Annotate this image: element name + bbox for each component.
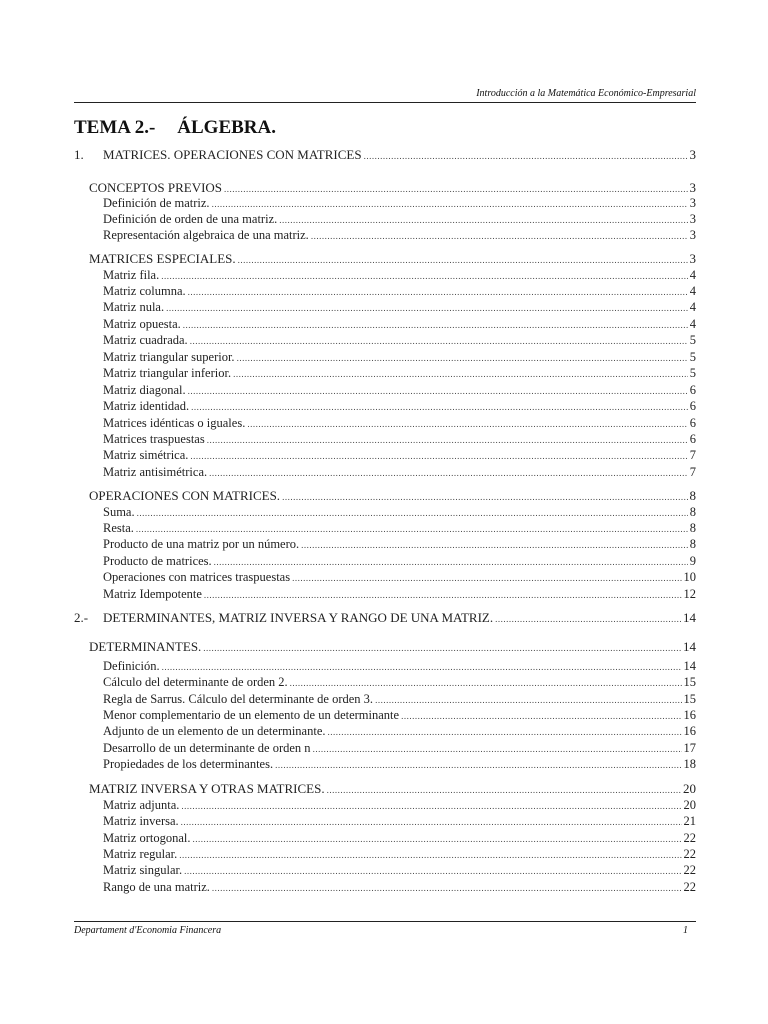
toc-entry[interactable]	[74, 675, 696, 690]
toc-entry[interactable]	[74, 724, 696, 739]
toc-entry-label	[103, 333, 188, 348]
toc-entry-page: 16	[683, 708, 696, 722]
toc-entry-text: Propiedades de los determinantes.	[103, 757, 274, 771]
toc-entry[interactable]	[74, 432, 696, 447]
toc-dot-leader	[162, 662, 682, 672]
toc-entry-label	[103, 300, 164, 315]
toc-entry-text: Matriz nula.	[103, 300, 165, 314]
toc-dot-leader	[203, 643, 681, 653]
toc-entry-text: Suma.	[103, 505, 135, 519]
toc-entry-page: 9	[689, 554, 696, 568]
toc-entry-text: Producto de una matriz por un número.	[103, 537, 300, 551]
toc-entry-text: Matriz inversa.	[103, 814, 179, 828]
toc-entry-text: Matriz antisimétrica.	[103, 465, 208, 479]
toc-entry[interactable]	[74, 251, 696, 267]
toc-entry-label	[89, 488, 280, 504]
toc-entry-page: 5	[689, 350, 696, 364]
toc-entry-label	[103, 863, 182, 878]
toc-dot-leader	[136, 524, 688, 534]
toc-entry-text: Cálculo del determinante de orden 2.	[103, 675, 288, 689]
toc-entry-page: 6	[689, 399, 696, 413]
toc-entry[interactable]	[74, 399, 696, 414]
toc-entry-label	[103, 432, 205, 447]
toc-entry-label	[103, 350, 235, 365]
toc-entry-page: 5	[689, 366, 696, 380]
toc-dot-leader	[190, 451, 687, 461]
toc-entry-label	[103, 448, 188, 463]
toc-entry[interactable]	[74, 741, 696, 756]
toc-dot-leader	[401, 711, 681, 721]
toc-entry-label	[74, 610, 493, 626]
toc-entry-page: 4	[689, 284, 696, 298]
toc-entry-number: 1.	[74, 147, 84, 162]
toc-dot-leader	[279, 215, 688, 225]
toc-entry[interactable]	[74, 863, 696, 878]
toc-entry-text: Regla de Sarrus. Cálculo del determinante de orden 3.	[103, 692, 374, 706]
toc-dot-leader	[328, 727, 682, 737]
toc-entry-label	[103, 659, 160, 674]
footer-department: Departament d'Economia Financera	[74, 925, 222, 936]
toc-entry[interactable]	[74, 610, 696, 626]
header-rule	[74, 102, 696, 103]
toc-entry-text: Matriz ortogonal.	[103, 831, 191, 845]
toc-dot-leader	[327, 785, 681, 795]
toc-entry-page: 3	[689, 147, 696, 162]
chapter-name: ÁLGEBRA.	[177, 117, 276, 138]
toc-dot-leader	[290, 678, 682, 688]
toc-entry-page: 8	[689, 505, 696, 519]
toc-entry-page: 7	[689, 465, 696, 479]
toc-entry-page: 3	[689, 196, 696, 210]
toc-entry-page: 10	[683, 570, 696, 584]
toc-entry-text: Matriz opuesta.	[103, 317, 181, 331]
toc-entry[interactable]	[74, 180, 696, 196]
toc-entry-number: 2.-	[74, 610, 89, 625]
toc-entry-label	[103, 814, 179, 829]
chapter-number: TEMA 2.-	[74, 117, 156, 138]
toc-entry-label	[103, 465, 207, 480]
toc-entry-page: 4	[689, 300, 696, 314]
toc-entry-label	[103, 708, 399, 723]
toc-entry-page: 6	[689, 416, 696, 430]
toc-entry-label	[103, 537, 299, 552]
toc-entry-label	[103, 554, 212, 569]
toc-entry[interactable]	[74, 317, 696, 332]
toc-entry-label	[103, 692, 373, 707]
toc-entry-page: 4	[689, 317, 696, 331]
toc-entry-text: Definición de matriz.	[103, 196, 210, 210]
toc-entry-label	[103, 228, 309, 243]
toc-entry-text: Matriz triangular inferior.	[103, 366, 232, 380]
toc-entry-label	[89, 180, 222, 196]
toc-entry-text: MATRICES. OPERACIONES CON MATRICES	[103, 147, 362, 162]
toc-entry-label	[103, 831, 190, 846]
toc-entry[interactable]	[74, 366, 696, 381]
toc-entry-label	[103, 212, 277, 227]
toc-dot-leader	[166, 303, 688, 313]
toc-entry[interactable]	[74, 781, 696, 797]
toc-entry-text: Matriz columna.	[103, 284, 186, 298]
toc-entry[interactable]	[74, 757, 696, 772]
toc-entry-text: Desarrollo de un determinante de orden n	[103, 741, 311, 755]
toc-entry-text: Matriz simétrica.	[103, 448, 189, 462]
toc-entry-page: 22	[683, 880, 696, 894]
toc-entry-label	[103, 798, 179, 813]
toc-dot-leader	[209, 468, 688, 478]
toc-entry[interactable]	[74, 488, 696, 504]
toc-entry-label	[103, 196, 210, 211]
toc-entry[interactable]	[74, 659, 696, 674]
toc-entry-page: 7	[689, 448, 696, 462]
toc-entry-text: MATRIZ INVERSA Y OTRAS MATRICES.	[89, 781, 325, 796]
toc-entry-label	[103, 675, 288, 690]
toc-entry-page: 22	[683, 847, 696, 861]
toc-entry[interactable]	[74, 570, 696, 585]
toc-entry-label	[103, 268, 159, 283]
toc-dot-leader	[364, 151, 688, 161]
footer-rule	[74, 921, 696, 922]
toc-entry-page: 8	[689, 537, 696, 551]
toc-entry-text: CONCEPTOS PREVIOS	[89, 180, 223, 195]
toc-entry-text: Producto de matrices.	[103, 554, 212, 568]
toc-entry[interactable]	[74, 383, 696, 398]
toc-entry-text: Definición.	[103, 659, 160, 673]
toc-entry[interactable]	[74, 814, 696, 829]
toc-entry-page: 6	[689, 432, 696, 446]
toc-entry-page: 15	[683, 692, 696, 706]
toc-entry-text: Matriz identidad.	[103, 399, 190, 413]
toc-entry-text: Matriz singular.	[103, 863, 183, 877]
toc-dot-leader	[204, 590, 682, 600]
toc-entry-page: 3	[689, 212, 696, 226]
toc-entry[interactable]	[74, 505, 696, 520]
toc-entry-label	[74, 147, 362, 163]
toc-entry-label	[103, 317, 181, 332]
toc-entry-page: 3	[689, 180, 696, 195]
toc-entry[interactable]	[74, 831, 696, 846]
toc-entry-text: Definición de orden de una matriz.	[103, 212, 278, 226]
toc-entry-page: 12	[683, 587, 696, 601]
toc-entry-page: 3	[689, 251, 696, 266]
toc-dot-leader	[313, 744, 682, 754]
toc-entry[interactable]	[74, 587, 696, 602]
toc-entry-text: OPERACIONES CON MATRICES.	[89, 488, 281, 503]
toc-entry-page: 22	[683, 831, 696, 845]
chapter-title	[74, 117, 276, 139]
toc-entry-page: 8	[689, 488, 696, 503]
toc-entry-page: 4	[689, 268, 696, 282]
toc-dot-leader	[191, 402, 688, 412]
toc-dot-leader	[301, 540, 688, 550]
toc-entry-page: 16	[683, 724, 696, 738]
toc-entry-page: 17	[683, 741, 696, 755]
toc-entry-page: 14	[683, 659, 696, 673]
toc-dot-leader	[375, 695, 681, 705]
toc-entry-page: 3	[689, 228, 696, 242]
toc-dot-leader	[188, 287, 688, 297]
toc-entry-text: Matriz triangular superior.	[103, 350, 235, 364]
toc-entry[interactable]	[74, 554, 696, 569]
toc-entry[interactable]	[74, 147, 696, 163]
toc-entry-text: Representación algebraica de una matriz.	[103, 228, 309, 242]
toc-entry-text: Rango de una matriz.	[103, 880, 210, 894]
toc-entry[interactable]	[74, 300, 696, 315]
toc-entry[interactable]	[74, 880, 696, 895]
toc-entry-label	[103, 587, 202, 602]
toc-entry-text: Matriz diagonal.	[103, 383, 186, 397]
toc-entry-page: 20	[683, 781, 696, 796]
toc-entry-text: Matrices idénticas o iguales.	[103, 416, 246, 430]
toc-dot-leader	[212, 883, 682, 893]
toc-entry-text: Resta.	[103, 521, 134, 535]
toc-entry-label	[103, 757, 273, 772]
toc-dot-leader	[179, 850, 681, 860]
toc-entry[interactable]	[74, 521, 696, 536]
toc-dot-leader	[214, 557, 688, 567]
toc-entry[interactable]	[74, 798, 696, 813]
toc-entry-label	[89, 781, 325, 797]
toc-dot-leader	[238, 255, 688, 265]
toc-dot-leader	[495, 614, 681, 624]
toc-dot-leader	[275, 760, 681, 770]
toc-entry-page: 8	[689, 521, 696, 535]
toc-entry-text: Matriz fila.	[103, 268, 160, 282]
toc-entry-page: 21	[683, 814, 696, 828]
toc-entry-page: 14	[683, 639, 696, 654]
toc-dot-leader	[233, 369, 688, 379]
toc-dot-leader	[161, 271, 688, 281]
toc-entry-text: Matriz cuadrada.	[103, 333, 188, 347]
toc-entry-label	[89, 251, 236, 267]
toc-entry-text: Menor complementario de un elemento de un determinante	[103, 708, 400, 722]
toc-entry-label	[103, 880, 210, 895]
toc-entry[interactable]	[74, 268, 696, 283]
toc-dot-leader	[207, 435, 688, 445]
toc-entry[interactable]	[74, 537, 696, 552]
toc-entry-label	[103, 383, 186, 398]
toc-dot-leader	[188, 386, 688, 396]
toc-entry[interactable]	[74, 196, 696, 211]
toc-entry[interactable]	[74, 708, 696, 723]
toc-entry-label	[103, 284, 186, 299]
toc-entry-page: 18	[683, 757, 696, 771]
toc-dot-leader	[292, 573, 681, 583]
toc-entry-label	[103, 399, 189, 414]
toc-entry-text: DETERMINANTES, MATRIZ INVERSA Y RANGO DE UNA MATRIZ.	[103, 610, 494, 625]
toc-dot-leader	[282, 492, 687, 502]
toc-dot-leader	[183, 320, 688, 330]
toc-entry-page: 14	[683, 610, 696, 625]
toc-dot-leader	[190, 336, 688, 346]
toc-dot-leader	[184, 866, 681, 876]
toc-entry[interactable]	[74, 228, 696, 243]
toc-dot-leader	[247, 419, 687, 429]
toc-dot-leader	[212, 199, 688, 209]
toc-entry[interactable]	[74, 333, 696, 348]
toc-entry-text: Operaciones con matrices traspuestas	[103, 570, 291, 584]
toc-dot-leader	[192, 834, 681, 844]
toc-dot-leader	[311, 231, 688, 241]
toc-entry-label	[103, 741, 311, 756]
toc-entry-text: DETERMINANTES.	[89, 639, 202, 654]
toc-dot-leader	[181, 817, 682, 827]
toc-entry-page: 6	[689, 383, 696, 397]
toc-entry-text: MATRICES ESPECIALES.	[89, 251, 236, 266]
toc-entry[interactable]	[74, 692, 696, 707]
toc-entry-text: Matrices traspuestas	[103, 432, 205, 446]
toc-entry[interactable]	[74, 448, 696, 463]
toc-entry-text: Matriz regular.	[103, 847, 178, 861]
toc-entry-page: 15	[683, 675, 696, 689]
toc-entry-label	[89, 639, 201, 655]
toc-entry-label	[103, 847, 177, 862]
toc-entry[interactable]	[74, 416, 696, 431]
toc-entry-page: 22	[683, 863, 696, 877]
toc-entry-text: Adjunto de un elemento de un determinante.	[103, 724, 326, 738]
toc-entry[interactable]	[74, 639, 696, 655]
running-header: Introducción a la Matemática Económico-Empresarial	[476, 88, 696, 99]
toc-entry-page: 5	[689, 333, 696, 347]
footer-page-number: 1	[683, 925, 688, 936]
toc-entry[interactable]	[74, 465, 696, 480]
toc-entry-label	[103, 570, 290, 585]
toc-entry-label	[103, 521, 134, 536]
toc-dot-leader	[181, 801, 681, 811]
toc-entry[interactable]	[74, 847, 696, 862]
toc-entry[interactable]	[74, 212, 696, 227]
toc-entry-label	[103, 505, 135, 520]
toc-entry-label	[103, 724, 326, 739]
toc-entry-page: 20	[683, 798, 696, 812]
toc-entry-text: Matriz Idempotente	[103, 587, 202, 601]
toc-entry-label	[103, 366, 231, 381]
toc-entry[interactable]	[74, 284, 696, 299]
toc-dot-leader	[137, 508, 688, 518]
toc-dot-leader	[237, 353, 688, 363]
toc-entry[interactable]	[74, 350, 696, 365]
toc-dot-leader	[224, 184, 687, 194]
toc-entry-text: Matriz adjunta.	[103, 798, 180, 812]
toc-entry-label	[103, 416, 245, 431]
